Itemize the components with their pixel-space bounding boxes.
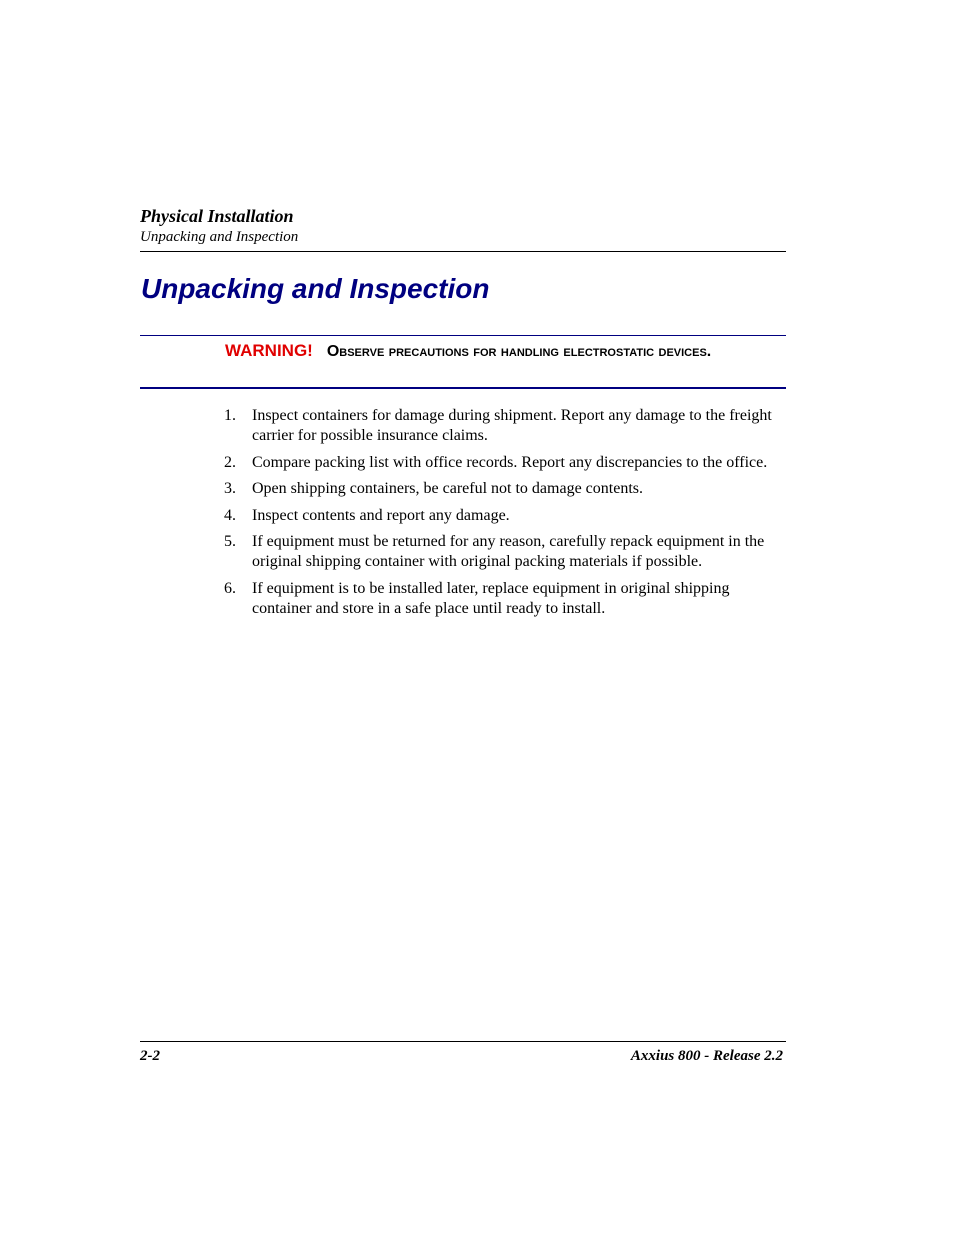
running-header-section: Unpacking and Inspection (140, 229, 299, 245)
step-number: 3. (224, 480, 236, 497)
list-item (224, 579, 784, 619)
warning-divider-top (140, 335, 786, 336)
document-title-footer: Axxius 800 - Release 2.2 (630, 1048, 783, 1064)
list-item (224, 479, 784, 499)
step-number: 2. (224, 453, 236, 471)
step-text: If equipment is to be installed later, replace equipment in original shipping container and store in a safe place until ready to install. (252, 579, 730, 617)
inspection-steps-list (224, 406, 784, 625)
step-text: Open shipping containers, be careful not to damage contents. (252, 480, 643, 497)
warning-text: Observe precautions for handling electrostatic devices. (326, 343, 712, 360)
footer-divider (140, 1041, 786, 1042)
step-text: If equipment must be returned for any reason, carefully repack equipment in the original shipping container with original packing materials if possible. (252, 533, 765, 570)
list-item (224, 406, 784, 446)
step-text: Inspect contents and report any damage. (252, 506, 510, 524)
step-number: 1. (224, 407, 236, 424)
list-item (224, 453, 784, 473)
running-header-chapter: Physical Installation (140, 206, 294, 226)
step-number: 6. (224, 579, 236, 597)
page-title: Unpacking and Inspection (141, 273, 490, 304)
step-text: Compare packing list with office records. Report any discrepancies to the office. (252, 453, 768, 471)
header-divider (140, 251, 786, 252)
warning-divider-bottom (140, 387, 786, 389)
page-number: 2-2 (140, 1048, 160, 1064)
list-item (224, 532, 784, 572)
step-number: 4. (224, 506, 236, 524)
step-text: Inspect containers for damage during shipment. Report any damage to the freight carrier for possible insurance claims. (252, 407, 772, 444)
step-number: 5. (224, 533, 236, 550)
warning-callout (225, 340, 765, 362)
warning-label: WARNING! (225, 341, 313, 360)
list-item (224, 506, 784, 526)
